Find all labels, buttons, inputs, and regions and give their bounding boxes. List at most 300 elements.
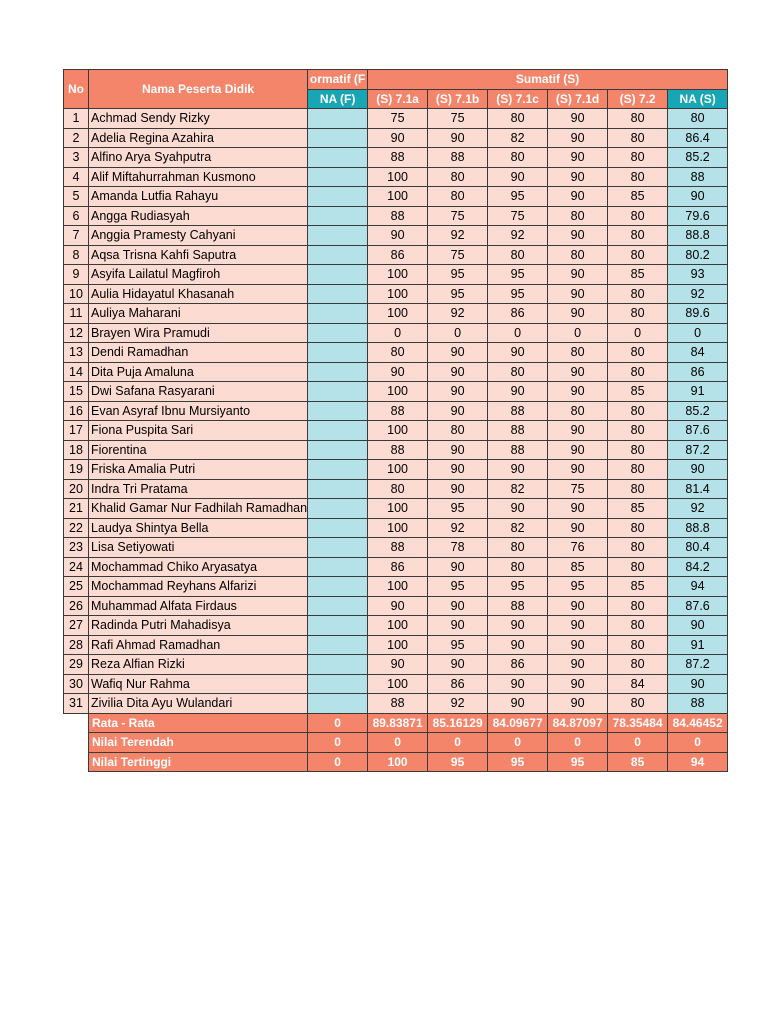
score-s1d[interactable]: 90: [548, 304, 608, 324]
score-s1a[interactable]: 100: [368, 167, 428, 187]
score-s1b[interactable]: 75: [428, 206, 488, 226]
score-naf[interactable]: [308, 616, 368, 636]
score-s1c[interactable]: 90: [488, 343, 548, 363]
score-naf[interactable]: [308, 187, 368, 207]
score-naf[interactable]: [308, 382, 368, 402]
score-s1c[interactable]: 95: [488, 284, 548, 304]
score-s1b[interactable]: 80: [428, 167, 488, 187]
score-s1c[interactable]: 95: [488, 577, 548, 597]
score-s1c[interactable]: 90: [488, 382, 548, 402]
header-col-6[interactable]: NA (S): [668, 89, 728, 109]
row-number[interactable]: 20: [64, 479, 89, 499]
score-s1a[interactable]: 88: [368, 401, 428, 421]
score-s1c[interactable]: 75: [488, 206, 548, 226]
row-number[interactable]: 2: [64, 128, 89, 148]
score-naf[interactable]: [308, 460, 368, 480]
score-nas[interactable]: 80.2: [668, 245, 728, 265]
score-s1a[interactable]: 100: [368, 460, 428, 480]
score-s2[interactable]: 0: [608, 323, 668, 343]
score-nas[interactable]: 85.2: [668, 148, 728, 168]
score-s1b[interactable]: 92: [428, 226, 488, 246]
score-s1b[interactable]: 92: [428, 304, 488, 324]
student-name[interactable]: [89, 284, 308, 304]
score-s1d[interactable]: 90: [548, 226, 608, 246]
student-name[interactable]: [89, 596, 308, 616]
row-number[interactable]: 12: [64, 323, 89, 343]
score-naf[interactable]: [308, 577, 368, 597]
score-s1b[interactable]: 86: [428, 674, 488, 694]
score-s1d[interactable]: 95: [548, 577, 608, 597]
score-s1d[interactable]: 80: [548, 401, 608, 421]
score-nas[interactable]: 81.4: [668, 479, 728, 499]
score-s1b[interactable]: 95: [428, 635, 488, 655]
score-s2[interactable]: 80: [608, 109, 668, 129]
score-nas[interactable]: 91: [668, 382, 728, 402]
score-nas[interactable]: 87.2: [668, 655, 728, 675]
student-name[interactable]: [89, 655, 308, 675]
score-nas[interactable]: 90: [668, 187, 728, 207]
summary-naf[interactable]: 0: [308, 752, 368, 772]
score-s1c[interactable]: 90: [488, 635, 548, 655]
score-s1c[interactable]: 80: [488, 109, 548, 129]
score-s1b[interactable]: 90: [428, 343, 488, 363]
score-nas[interactable]: 92: [668, 284, 728, 304]
score-naf[interactable]: [308, 109, 368, 129]
score-nas[interactable]: 84.2: [668, 557, 728, 577]
score-naf[interactable]: [308, 362, 368, 382]
score-s1d[interactable]: 90: [548, 265, 608, 285]
score-naf[interactable]: [308, 538, 368, 558]
score-s1a[interactable]: 86: [368, 557, 428, 577]
score-s1a[interactable]: 90: [368, 596, 428, 616]
student-name[interactable]: [89, 343, 308, 363]
row-number[interactable]: 3: [64, 148, 89, 168]
score-s1d[interactable]: 90: [548, 187, 608, 207]
score-s1b[interactable]: 80: [428, 421, 488, 441]
row-number[interactable]: 17: [64, 421, 89, 441]
score-s1c[interactable]: 90: [488, 674, 548, 694]
score-s1b[interactable]: 90: [428, 616, 488, 636]
score-naf[interactable]: [308, 596, 368, 616]
score-s1d[interactable]: 90: [548, 382, 608, 402]
score-s1b[interactable]: 80: [428, 187, 488, 207]
score-nas[interactable]: 88: [668, 167, 728, 187]
score-s1b[interactable]: 95: [428, 577, 488, 597]
student-name[interactable]: [89, 109, 308, 129]
row-number[interactable]: 31: [64, 694, 89, 714]
score-s2[interactable]: 80: [608, 460, 668, 480]
student-name[interactable]: [89, 518, 308, 538]
score-s1d[interactable]: 90: [548, 596, 608, 616]
score-s1a[interactable]: 100: [368, 635, 428, 655]
score-s1a[interactable]: 90: [368, 362, 428, 382]
score-s2[interactable]: 80: [608, 245, 668, 265]
row-number[interactable]: 19: [64, 460, 89, 480]
score-s1b[interactable]: 90: [428, 401, 488, 421]
score-nas[interactable]: 86: [668, 362, 728, 382]
row-number[interactable]: 26: [64, 596, 89, 616]
score-nas[interactable]: 90: [668, 616, 728, 636]
score-s1a[interactable]: 90: [368, 128, 428, 148]
score-s1b[interactable]: 95: [428, 265, 488, 285]
score-s1c[interactable]: 88: [488, 596, 548, 616]
score-s2[interactable]: 80: [608, 596, 668, 616]
score-naf[interactable]: [308, 557, 368, 577]
score-s1c[interactable]: 88: [488, 421, 548, 441]
student-name[interactable]: [89, 382, 308, 402]
summary-s1b[interactable]: 0: [428, 733, 488, 753]
score-s1c[interactable]: 80: [488, 362, 548, 382]
student-name[interactable]: [89, 694, 308, 714]
summary-nas[interactable]: 84.46452: [668, 713, 728, 733]
score-s1a[interactable]: 100: [368, 499, 428, 519]
header-col-3[interactable]: (S) 7.1c: [488, 89, 548, 109]
score-naf[interactable]: [308, 401, 368, 421]
score-s1c[interactable]: 90: [488, 460, 548, 480]
student-name[interactable]: [89, 187, 308, 207]
score-s1b[interactable]: 90: [428, 479, 488, 499]
score-s2[interactable]: 80: [608, 343, 668, 363]
score-naf[interactable]: [308, 265, 368, 285]
score-s1b[interactable]: 90: [428, 362, 488, 382]
student-name[interactable]: [89, 421, 308, 441]
score-s2[interactable]: 80: [608, 167, 668, 187]
score-s1a[interactable]: 0: [368, 323, 428, 343]
student-name[interactable]: [89, 616, 308, 636]
summary-naf[interactable]: 0: [308, 733, 368, 753]
summary-s1b[interactable]: 95: [428, 752, 488, 772]
row-number[interactable]: 21: [64, 499, 89, 519]
row-number[interactable]: 4: [64, 167, 89, 187]
score-s1a[interactable]: 100: [368, 304, 428, 324]
score-naf[interactable]: [308, 206, 368, 226]
score-s1b[interactable]: 88: [428, 148, 488, 168]
score-s1b[interactable]: 78: [428, 538, 488, 558]
score-s1d[interactable]: 76: [548, 538, 608, 558]
student-name[interactable]: [89, 323, 308, 343]
student-name[interactable]: [89, 401, 308, 421]
score-naf[interactable]: [308, 674, 368, 694]
score-nas[interactable]: 94: [668, 577, 728, 597]
score-s1b[interactable]: 90: [428, 557, 488, 577]
score-s1b[interactable]: 90: [428, 596, 488, 616]
score-s1b[interactable]: 95: [428, 284, 488, 304]
score-s2[interactable]: 80: [608, 440, 668, 460]
header-col-2[interactable]: (S) 7.1b: [428, 89, 488, 109]
score-s1d[interactable]: 90: [548, 674, 608, 694]
score-naf[interactable]: [308, 148, 368, 168]
score-s1a[interactable]: 100: [368, 187, 428, 207]
header-name[interactable]: Nama Peserta Didik: [89, 70, 308, 109]
header-col-0[interactable]: NA (F): [308, 89, 368, 109]
score-naf[interactable]: [308, 128, 368, 148]
score-s2[interactable]: 80: [608, 518, 668, 538]
student-name[interactable]: [89, 226, 308, 246]
summary-s1d[interactable]: 95: [548, 752, 608, 772]
summary-s1c[interactable]: 95: [488, 752, 548, 772]
score-s1a[interactable]: 100: [368, 616, 428, 636]
score-s1d[interactable]: 90: [548, 616, 608, 636]
row-number[interactable]: 22: [64, 518, 89, 538]
score-naf[interactable]: [308, 284, 368, 304]
score-s1d[interactable]: 90: [548, 109, 608, 129]
score-s1d[interactable]: 90: [548, 460, 608, 480]
student-name[interactable]: [89, 460, 308, 480]
score-s1a[interactable]: 88: [368, 440, 428, 460]
score-s2[interactable]: 80: [608, 635, 668, 655]
score-s2[interactable]: 80: [608, 206, 668, 226]
score-naf[interactable]: [308, 694, 368, 714]
score-s1a[interactable]: 100: [368, 674, 428, 694]
score-s2[interactable]: 80: [608, 284, 668, 304]
score-s1b[interactable]: 90: [428, 655, 488, 675]
score-s1a[interactable]: 86: [368, 245, 428, 265]
score-s1d[interactable]: 90: [548, 128, 608, 148]
student-name[interactable]: [89, 499, 308, 519]
score-s1c[interactable]: 90: [488, 167, 548, 187]
score-s1c[interactable]: 95: [488, 265, 548, 285]
score-s1c[interactable]: 90: [488, 616, 548, 636]
score-nas[interactable]: 0: [668, 323, 728, 343]
score-s1d[interactable]: 80: [548, 343, 608, 363]
summary-s2[interactable]: 78.35484: [608, 713, 668, 733]
score-naf[interactable]: [308, 499, 368, 519]
score-s1c[interactable]: 88: [488, 440, 548, 460]
score-s1d[interactable]: 90: [548, 635, 608, 655]
score-naf[interactable]: [308, 167, 368, 187]
score-s1a[interactable]: 100: [368, 421, 428, 441]
summary-s1d[interactable]: 84.87097: [548, 713, 608, 733]
score-s2[interactable]: 80: [608, 226, 668, 246]
score-nas[interactable]: 91: [668, 635, 728, 655]
score-nas[interactable]: 93: [668, 265, 728, 285]
score-s1d[interactable]: 90: [548, 421, 608, 441]
student-name[interactable]: [89, 148, 308, 168]
student-name[interactable]: [89, 479, 308, 499]
score-s1c[interactable]: 80: [488, 557, 548, 577]
score-s2[interactable]: 80: [608, 538, 668, 558]
score-s1b[interactable]: 92: [428, 518, 488, 538]
score-nas[interactable]: 92: [668, 499, 728, 519]
student-name[interactable]: [89, 245, 308, 265]
score-s1c[interactable]: 82: [488, 128, 548, 148]
score-s1c[interactable]: 90: [488, 694, 548, 714]
row-number[interactable]: 16: [64, 401, 89, 421]
score-s2[interactable]: 80: [608, 362, 668, 382]
score-s1b[interactable]: 90: [428, 460, 488, 480]
score-s2[interactable]: 80: [608, 616, 668, 636]
score-nas[interactable]: 89.6: [668, 304, 728, 324]
score-nas[interactable]: 86.4: [668, 128, 728, 148]
score-naf[interactable]: [308, 518, 368, 538]
score-nas[interactable]: 87.6: [668, 421, 728, 441]
score-s1a[interactable]: 100: [368, 518, 428, 538]
score-s1d[interactable]: 90: [548, 362, 608, 382]
score-s1d[interactable]: 0: [548, 323, 608, 343]
score-s1d[interactable]: 90: [548, 499, 608, 519]
score-s1d[interactable]: 90: [548, 655, 608, 675]
row-number[interactable]: 1: [64, 109, 89, 129]
summary-s1c[interactable]: 84.09677: [488, 713, 548, 733]
score-naf[interactable]: [308, 421, 368, 441]
row-number[interactable]: 14: [64, 362, 89, 382]
score-naf[interactable]: [308, 479, 368, 499]
score-s2[interactable]: 80: [608, 694, 668, 714]
score-naf[interactable]: [308, 245, 368, 265]
score-s1b[interactable]: 75: [428, 109, 488, 129]
score-s1a[interactable]: 75: [368, 109, 428, 129]
score-nas[interactable]: 88.8: [668, 518, 728, 538]
score-s1d[interactable]: 80: [548, 245, 608, 265]
score-s1a[interactable]: 88: [368, 206, 428, 226]
score-s1a[interactable]: 100: [368, 284, 428, 304]
score-s2[interactable]: 80: [608, 128, 668, 148]
score-s1c[interactable]: 80: [488, 148, 548, 168]
score-nas[interactable]: 80: [668, 109, 728, 129]
score-s2[interactable]: 85: [608, 382, 668, 402]
score-nas[interactable]: 79.6: [668, 206, 728, 226]
score-s1d[interactable]: 90: [548, 148, 608, 168]
score-s1c[interactable]: 80: [488, 245, 548, 265]
score-s2[interactable]: 80: [608, 401, 668, 421]
score-s1b[interactable]: 90: [428, 382, 488, 402]
summary-s2[interactable]: 85: [608, 752, 668, 772]
score-s1d[interactable]: 80: [548, 206, 608, 226]
score-s2[interactable]: 80: [608, 557, 668, 577]
row-number[interactable]: 15: [64, 382, 89, 402]
student-name[interactable]: [89, 440, 308, 460]
row-number[interactable]: 29: [64, 655, 89, 675]
student-name[interactable]: [89, 265, 308, 285]
score-s1c[interactable]: 80: [488, 538, 548, 558]
student-name[interactable]: [89, 538, 308, 558]
summary-s1a[interactable]: 0: [368, 733, 428, 753]
score-s1d[interactable]: 90: [548, 518, 608, 538]
row-number[interactable]: 24: [64, 557, 89, 577]
score-s1a[interactable]: 100: [368, 265, 428, 285]
score-naf[interactable]: [308, 440, 368, 460]
score-s1c[interactable]: 0: [488, 323, 548, 343]
score-s1b[interactable]: 90: [428, 128, 488, 148]
summary-s1a[interactable]: 100: [368, 752, 428, 772]
score-s2[interactable]: 80: [608, 148, 668, 168]
score-s1c[interactable]: 86: [488, 655, 548, 675]
score-s1c[interactable]: 82: [488, 479, 548, 499]
score-s1d[interactable]: 75: [548, 479, 608, 499]
row-number[interactable]: 9: [64, 265, 89, 285]
score-s1c[interactable]: 86: [488, 304, 548, 324]
score-s1b[interactable]: 0: [428, 323, 488, 343]
score-nas[interactable]: 88: [668, 694, 728, 714]
row-number[interactable]: 6: [64, 206, 89, 226]
score-nas[interactable]: 87.2: [668, 440, 728, 460]
score-s1c[interactable]: 95: [488, 187, 548, 207]
row-number[interactable]: 27: [64, 616, 89, 636]
score-s1d[interactable]: 90: [548, 284, 608, 304]
student-name[interactable]: [89, 167, 308, 187]
score-nas[interactable]: 90: [668, 674, 728, 694]
header-formatif[interactable]: ormatif (F: [308, 70, 368, 90]
score-nas[interactable]: 88.8: [668, 226, 728, 246]
score-s1c[interactable]: 92: [488, 226, 548, 246]
summary-s1d[interactable]: 0: [548, 733, 608, 753]
score-s1d[interactable]: 90: [548, 167, 608, 187]
student-name[interactable]: [89, 635, 308, 655]
header-sumatif[interactable]: Sumatif (S): [368, 70, 728, 90]
score-s2[interactable]: 80: [608, 304, 668, 324]
student-name[interactable]: [89, 557, 308, 577]
score-s1d[interactable]: 90: [548, 694, 608, 714]
summary-nas[interactable]: 94: [668, 752, 728, 772]
score-naf[interactable]: [308, 655, 368, 675]
row-number[interactable]: 25: [64, 577, 89, 597]
header-col-4[interactable]: (S) 7.1d: [548, 89, 608, 109]
student-name[interactable]: [89, 304, 308, 324]
student-name[interactable]: [89, 362, 308, 382]
score-s1d[interactable]: 90: [548, 440, 608, 460]
score-s1a[interactable]: 100: [368, 577, 428, 597]
score-s1a[interactable]: 90: [368, 226, 428, 246]
student-name[interactable]: [89, 128, 308, 148]
score-naf[interactable]: [308, 304, 368, 324]
score-naf[interactable]: [308, 343, 368, 363]
row-number[interactable]: 13: [64, 343, 89, 363]
score-s2[interactable]: 85: [608, 187, 668, 207]
summary-label[interactable]: Rata - Rata: [89, 713, 308, 733]
score-s2[interactable]: 80: [608, 421, 668, 441]
row-number[interactable]: 5: [64, 187, 89, 207]
summary-nas[interactable]: 0: [668, 733, 728, 753]
score-s1d[interactable]: 85: [548, 557, 608, 577]
score-s1b[interactable]: 95: [428, 499, 488, 519]
score-s2[interactable]: 80: [608, 655, 668, 675]
student-name[interactable]: [89, 577, 308, 597]
student-name[interactable]: [89, 206, 308, 226]
score-nas[interactable]: 85.2: [668, 401, 728, 421]
score-s1a[interactable]: 80: [368, 479, 428, 499]
score-naf[interactable]: [308, 226, 368, 246]
score-naf[interactable]: [308, 323, 368, 343]
row-number[interactable]: 10: [64, 284, 89, 304]
score-nas[interactable]: 80.4: [668, 538, 728, 558]
score-s1b[interactable]: 75: [428, 245, 488, 265]
score-s1b[interactable]: 92: [428, 694, 488, 714]
score-nas[interactable]: 87.6: [668, 596, 728, 616]
header-col-5[interactable]: (S) 7.2: [608, 89, 668, 109]
score-nas[interactable]: 84: [668, 343, 728, 363]
row-number[interactable]: 11: [64, 304, 89, 324]
row-number[interactable]: 30: [64, 674, 89, 694]
row-number[interactable]: 23: [64, 538, 89, 558]
summary-s1b[interactable]: 85.16129: [428, 713, 488, 733]
header-no[interactable]: No: [64, 70, 89, 109]
header-col-1[interactable]: (S) 7.1a: [368, 89, 428, 109]
score-s2[interactable]: 85: [608, 577, 668, 597]
score-naf[interactable]: [308, 635, 368, 655]
summary-label[interactable]: Nilai Terendah: [89, 733, 308, 753]
summary-s1a[interactable]: 89.83871: [368, 713, 428, 733]
row-number[interactable]: 8: [64, 245, 89, 265]
summary-s2[interactable]: 0: [608, 733, 668, 753]
score-s1a[interactable]: 88: [368, 148, 428, 168]
score-s1a[interactable]: 88: [368, 538, 428, 558]
row-number[interactable]: 28: [64, 635, 89, 655]
score-nas[interactable]: 90: [668, 460, 728, 480]
score-s1b[interactable]: 90: [428, 440, 488, 460]
summary-naf[interactable]: 0: [308, 713, 368, 733]
score-s1c[interactable]: 88: [488, 401, 548, 421]
student-name[interactable]: [89, 674, 308, 694]
